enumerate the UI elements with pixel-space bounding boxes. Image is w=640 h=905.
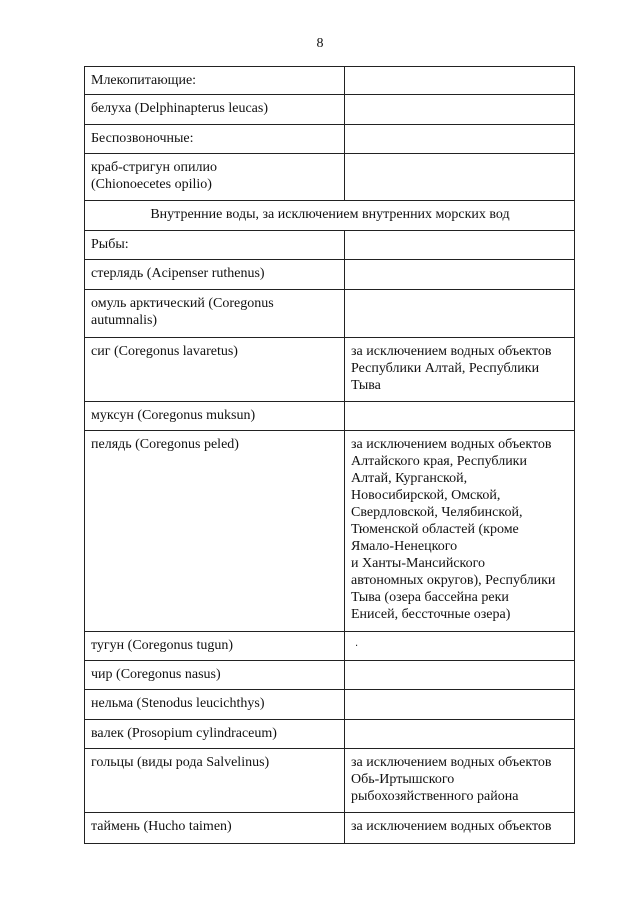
table-row [85,154,575,201]
species-cell: гольцы (виды рода Salvelinus) [85,749,345,813]
table-row [85,720,575,749]
species-cell: краб-стригун опилио (Chionoecetes opilio) [85,154,345,201]
species-cell: муксун (Coregonus muksun) [85,402,345,431]
species-cell: нельма (Stenodus leucichthys) [85,690,345,720]
table-row [85,260,575,290]
species-table [84,66,575,844]
note-cell [345,95,575,125]
note-cell: за исключением водных объектов [345,813,575,844]
species-cell: Беспозвоночные: [85,125,345,154]
note-cell [345,290,575,338]
note-cell [345,231,575,260]
note-cell: за исключением водных объектов Республики Алтай, Республики Тыва [345,338,575,402]
table-row [85,231,575,260]
note-cell [345,690,575,720]
species-cell: Рыбы: [85,231,345,260]
table-row [85,290,575,338]
page-number: 8 [316,36,324,51]
species-cell: тугун (Coregonus tugun) [85,632,345,661]
table-row [85,67,575,95]
table-row [85,813,575,844]
species-cell: стерлядь (Acipenser ruthenus) [85,260,345,290]
species-cell: таймень (Hucho taimen) [85,813,345,844]
note-cell [345,125,575,154]
table-row [85,431,575,632]
species-cell: белуха (Delphinapterus leucas) [85,95,345,125]
note-cell: за исключением водных объектов Обь-Иртышского рыбохозяйственного района [345,749,575,813]
table-row [85,125,575,154]
note-cell [345,661,575,690]
section-heading: Внутренние воды, за исключением внутренних морских вод [85,201,575,231]
species-cell: омуль арктический (Coregonus autumnalis) [85,290,345,338]
table-row [85,632,575,661]
table-row [85,402,575,431]
table-row [85,749,575,813]
table-row [85,338,575,402]
table-row [85,690,575,720]
note-cell [345,720,575,749]
species-cell: Млекопитающие: [85,67,345,95]
stray-mark: ‧ [355,641,359,652]
note-cell [345,260,575,290]
table-row [85,95,575,125]
table-row [85,661,575,690]
species-cell: чир (Coregonus nasus) [85,661,345,690]
note-cell [345,632,575,661]
note-cell [345,402,575,431]
note-cell [345,154,575,201]
table-row [85,201,575,231]
species-cell: сиг (Coregonus lavaretus) [85,338,345,402]
species-cell: валек (Prosopium cylindraceum) [85,720,345,749]
note-cell: за исключением водных объектов Алтайского края, Республики Алтай, Курганской, Новосибирской, Омской, Свердловской, Челябинской, Тюменской областей (кроме Ямало-Ненецкого и Ханты-Мансийского автономных округов), Республики Тыва (озера бассейна реки Енисей, бессточные озера) [345,431,575,632]
species-cell: пелядь (Coregonus peled) [85,431,345,632]
note-cell [345,67,575,95]
